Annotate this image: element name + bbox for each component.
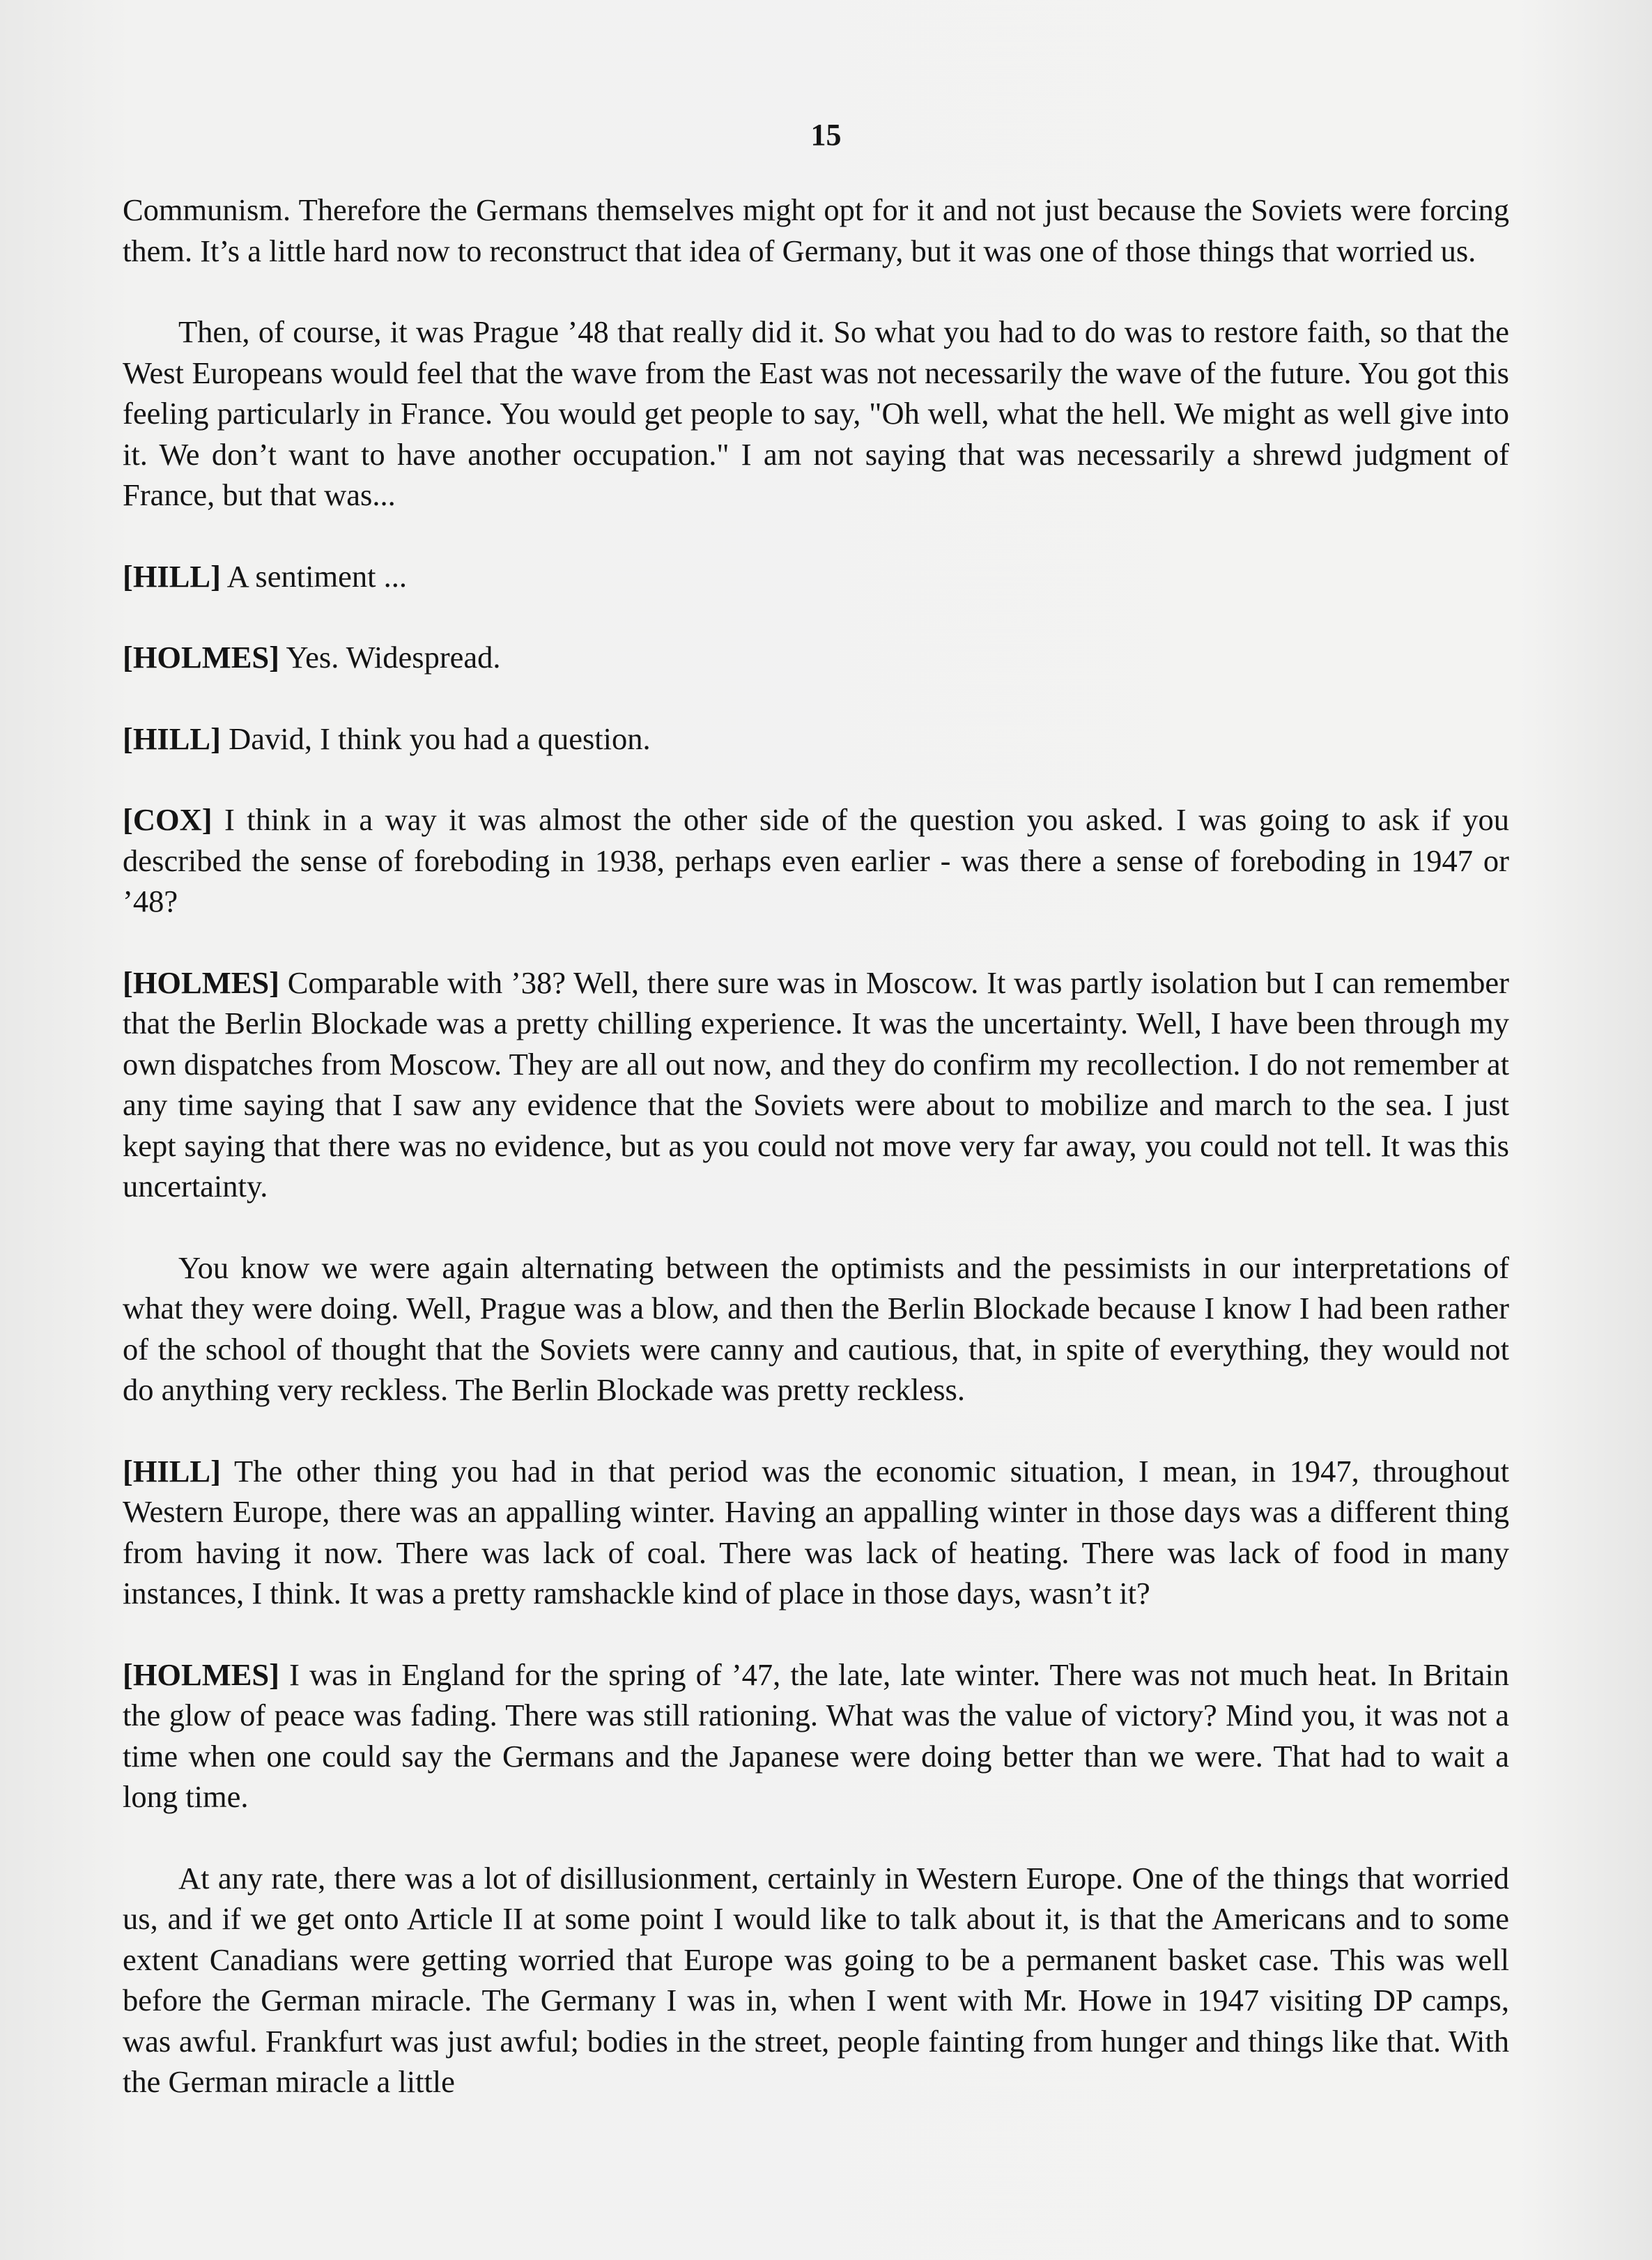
paragraph-text: The other thing you had in that period was the economic situation, I mean, in 1947, throughout Western Europe, there was an appalling winter. Having an appalling winter in those days was a different thing from having it now. There was lack of coal. There was lack of heating. There was lack of food in many instances, I think. It was a pretty ramshackle kind of place in those days, wasn’t it? — [123, 1453, 1509, 1611]
paragraph — [123, 718, 1509, 760]
speaker-label: [HOLMES] — [123, 964, 279, 1000]
paragraph — [123, 962, 1509, 1207]
page-number: 15 — [810, 118, 842, 152]
speaker-label: [HOLMES] — [123, 1656, 279, 1692]
paragraph — [123, 1451, 1509, 1614]
paragraph-text: David, I think you had a question. — [229, 721, 651, 756]
paragraph — [123, 1858, 1509, 2103]
paragraph — [123, 312, 1509, 516]
paragraph — [123, 190, 1509, 271]
paragraph-text: Comparable with ’38? Well, there sure was in Moscow. It was partly isolation but I can remember that the Berlin Blockade was a pretty chilling experience. It was the uncertainty. Well, I have been through my own dispatches from Moscow. They are all out now, and they do confirm my recollection. I do not remember at any time saying that I saw any evidence that the Soviets were about to mobilize and march to the sea. I just kept saying that there was no evidence, but as you could not move very far away, you could not tell. It was this uncertainty. — [123, 964, 1510, 1204]
speaker-label: [HILL] — [123, 721, 221, 756]
paragraph-text: Communism. Therefore the Germans themselves might opt for it and not just because the Soviets were forcing them. It’s a little hard now to reconstruct that idea of Germany, but it was one of those things that worried us. — [123, 192, 1509, 268]
speaker-label: [HILL] — [123, 1453, 221, 1489]
transcript-body — [123, 190, 1509, 2103]
paragraph-text: At any rate, there was a lot of disillusionment, certainly in Western Europe. One of the things that worried us, and if we get onto Article II at some point I would like to talk about it, is that the Americans and to some extent Canadians were getting worried that Europe was going to be a permanent basket case. This was well before the German miracle. The Germany I was in, when I went with Mr. Howe in 1947 visiting DP camps, was awful. Frankfurt was just awful; bodies in the street, people fainting from hunger and things like that. With the German miracle a little — [123, 1860, 1509, 2099]
paragraph — [123, 1247, 1509, 1410]
paragraph-text: Then, of course, it was Prague ’48 that really did it. So what you had to do was to restore faith, so that the West Europeans would feel that the wave from the East was not necessarily the wave of the future. You got this feeling particularly in France. You would get people to say, "Oh well, what the hell. We might as well give into it. We don’t want to have another occupation." I am not saying that was necessarily a shrewd judgment of France, but that was... — [123, 314, 1509, 512]
paragraph-text: Yes. Widespread. — [286, 640, 501, 675]
paragraph-text: I was in England for the spring of ’47, the late, late winter. There was not much heat. In Britain the glow of peace was fading. There was still rationing. What was the value of victory? Mind you, it was not a time when one could say the Germans and the Japanese were doing better than we were. That had to wait a long time. — [123, 1656, 1509, 1814]
speaker-label: [COX] — [123, 802, 213, 837]
paragraph — [123, 799, 1509, 922]
paragraph-text: I think in a way it was almost the other side of the question you asked. I was going to ask if you described the sense of foreboding in 1938, perhaps even earlier - was there a sense of foreboding in 1947 or ’48? — [123, 802, 1509, 918]
paragraph — [123, 1654, 1509, 1817]
speaker-label: [HOLMES] — [123, 640, 279, 675]
paragraph — [123, 556, 1509, 597]
speaker-label: [HILL] — [123, 558, 221, 594]
paragraph-text: You know we were again alternating between the optimists and the pessimists in our interpretations of what they were doing. Well, Prague was a blow, and then the Berlin Blockade because I know I had been rather of the school of thought that the Soviets were canny and cautious, that, in spite of everything, they would not do anything very reckless. The Berlin Blockade was pretty reckless. — [123, 1250, 1509, 1407]
paragraph — [123, 637, 1509, 678]
paragraph-text: A sentiment ... — [226, 558, 407, 594]
